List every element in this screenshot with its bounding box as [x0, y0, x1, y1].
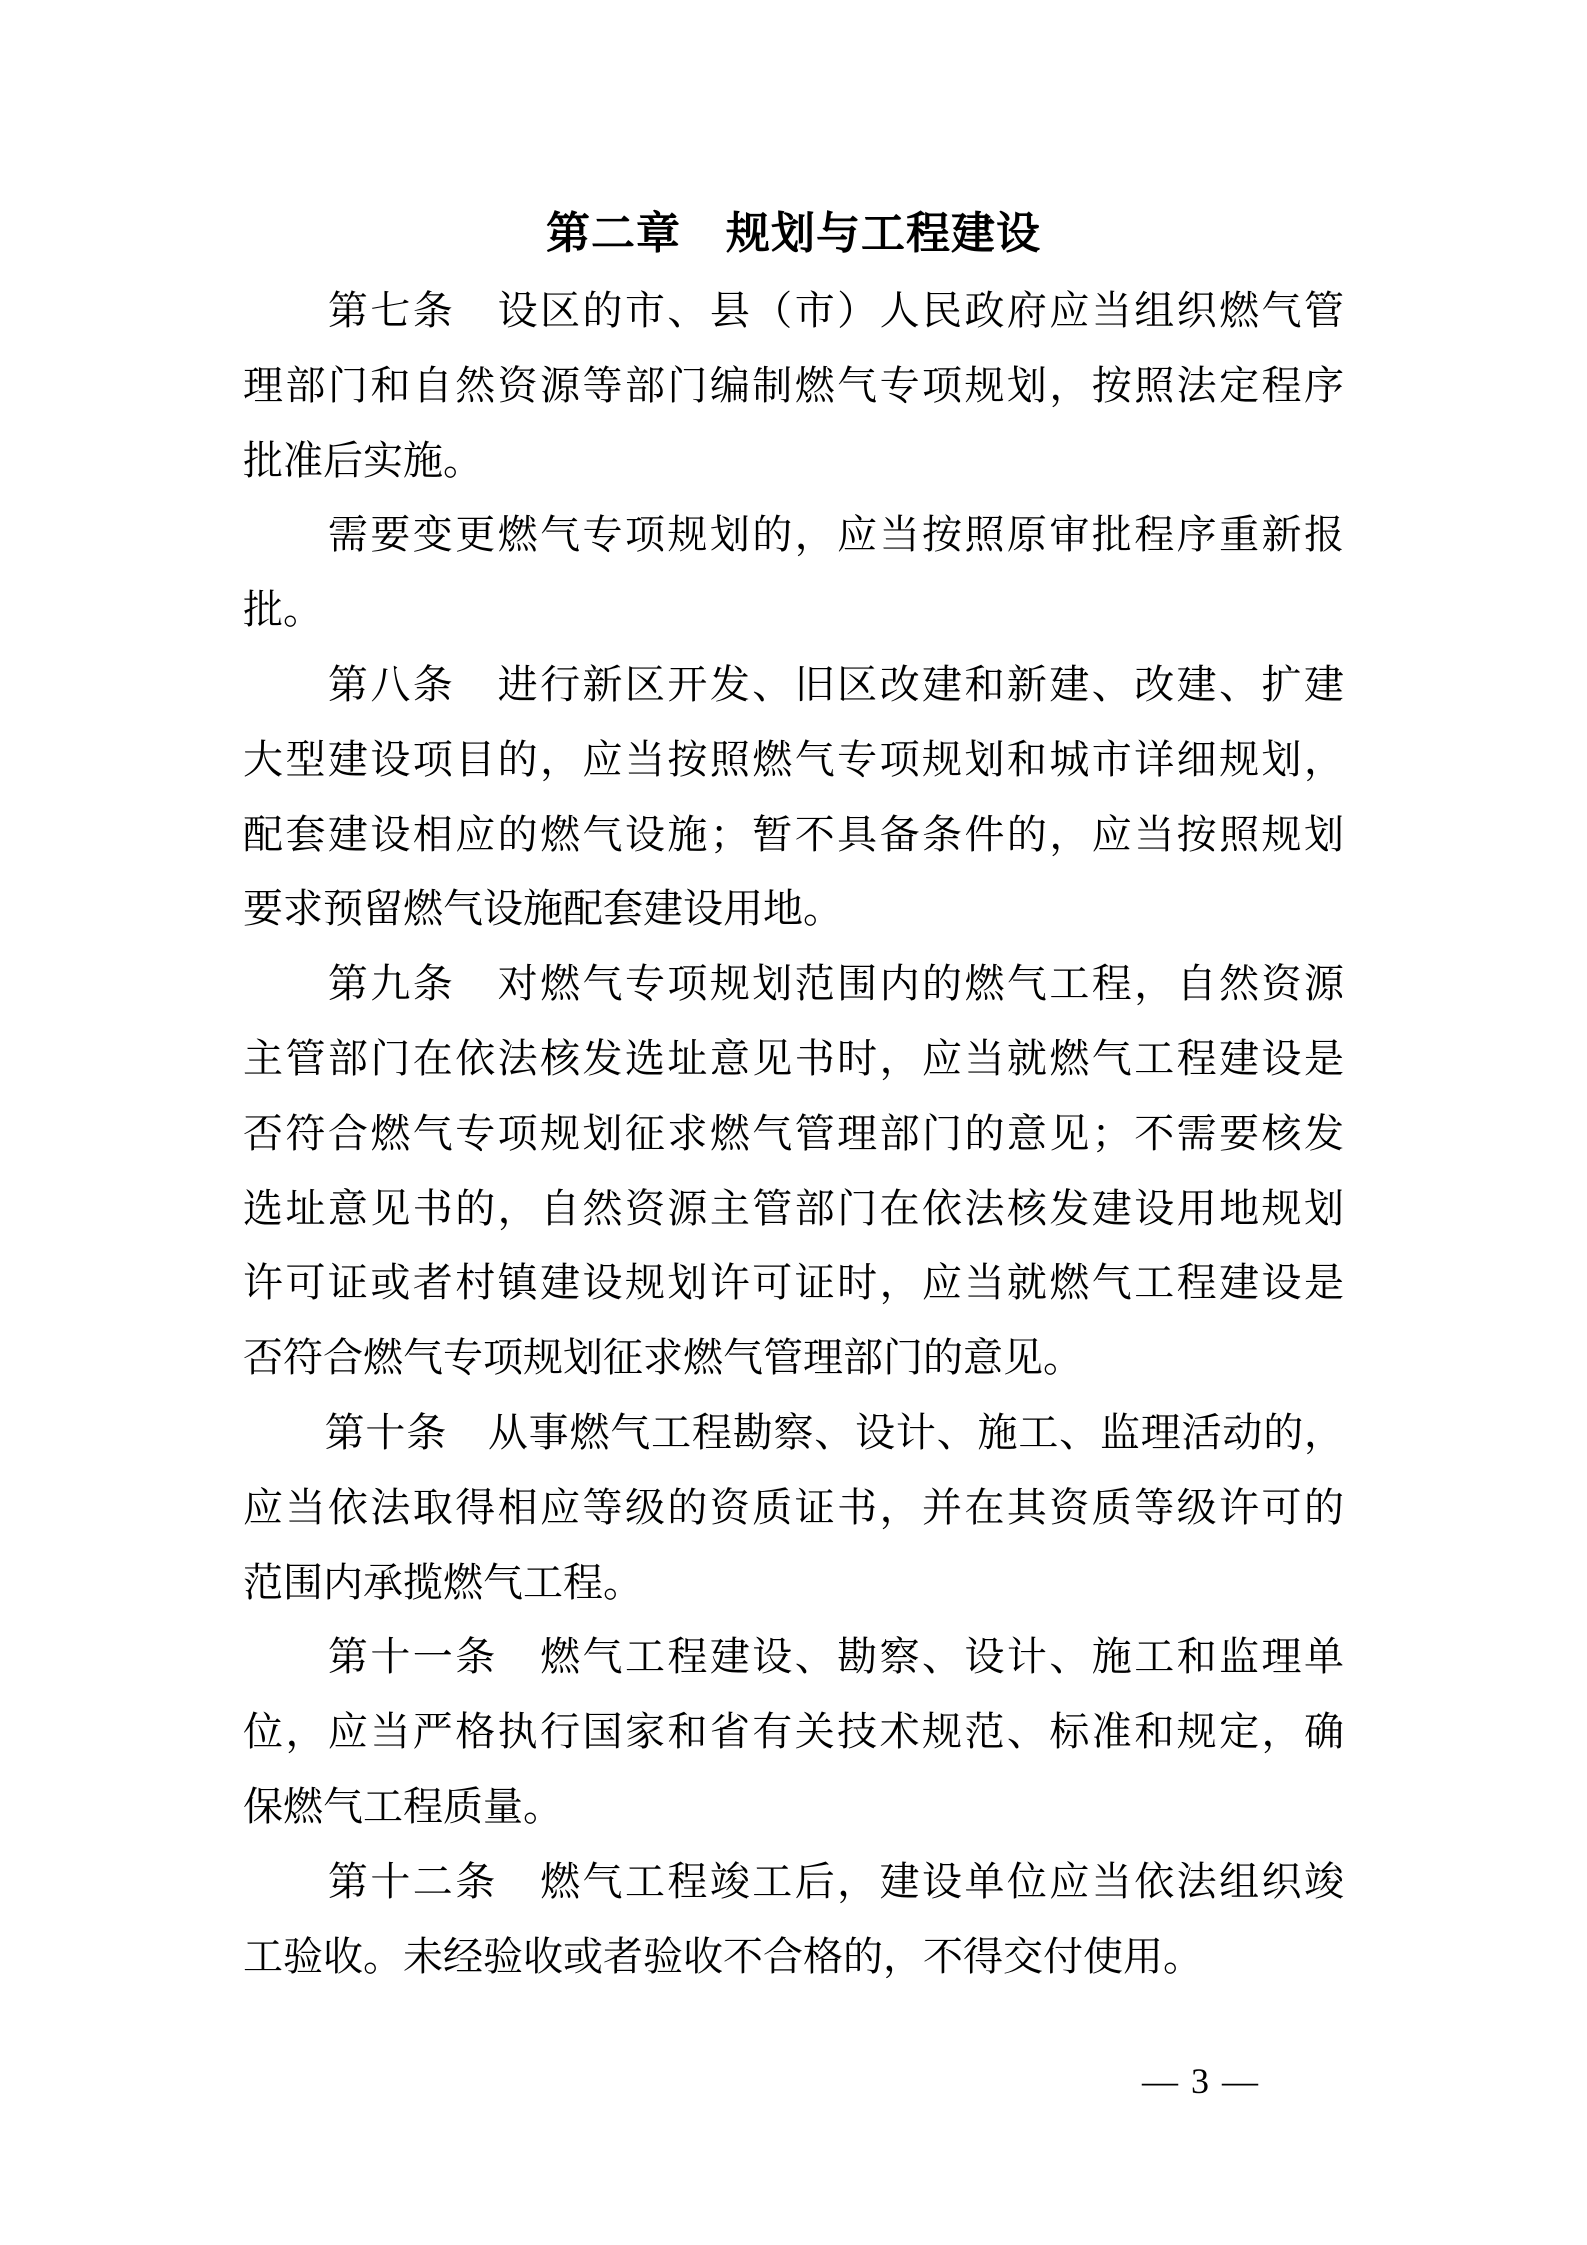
body-line: 选址意见书的，自然资源主管部门在依法核发建设用地规划 — [243, 1185, 1344, 1231]
body-line: 应当依法取得相应等级的资质证书，并在其资质等级许可的 — [243, 1484, 1344, 1530]
body-line: 主管部门在依法核发选址意见书时，应当就燃气工程建设是 — [243, 1035, 1344, 1081]
body-line: 否符合燃气专项规划征求燃气管理部门的意见。 — [243, 1335, 1083, 1381]
body-line: 批准后实施。 — [243, 437, 483, 483]
body-line: 要求预留燃气设施配套建设用地。 — [243, 886, 843, 932]
body-line: 第八条 进行新区开发、旧区改建和新建、改建、扩建 — [243, 661, 1344, 707]
body-text — [243, 274, 1344, 1994]
body-line: 需要变更燃气专项规划的，应当按照原审批程序重新报 — [243, 512, 1344, 558]
body-line: 第七条 设区的市、县（市）人民政府应当组织燃气管 — [243, 288, 1344, 333]
body-line: 第十一条 燃气工程建设、勘察、设计、施工和监理单 — [243, 1634, 1344, 1680]
body-line: 批。 — [243, 587, 323, 633]
body-line: 位，应当严格执行国家和省有关技术规范、标准和规定，确 — [243, 1709, 1344, 1755]
body-line: 第十条 从事燃气工程勘察、设计、施工、监理活动的， — [243, 1409, 1344, 1455]
body-line: 理部门和自然资源等部门编制燃气专项规划，按照法定程序 — [243, 362, 1344, 408]
body-line: 大型建设项目的，应当按照燃气专项规划和城市详细规划， — [243, 736, 1344, 782]
body-line: 范围内承揽燃气工程。 — [243, 1559, 643, 1605]
body-line: 许可证或者村镇建设规划许可证时，应当就燃气工程建设是 — [243, 1260, 1344, 1306]
body-line: 否符合燃气专项规划征求燃气管理部门的意见；不需要核发 — [243, 1110, 1344, 1156]
body-line: 第九条 对燃气专项规划范围内的燃气工程，自然资源 — [243, 961, 1344, 1007]
chapter-title: 第二章 规划与工程建设 — [546, 209, 1041, 258]
page-number: — 3 — — [1142, 2061, 1260, 2102]
body-line: 配套建设相应的燃气设施；暂不具备条件的，应当按照规划 — [243, 811, 1344, 857]
body-line: 第十二条 燃气工程竣工后，建设单位应当依法组织竣 — [243, 1858, 1344, 1904]
body-line: 工验收。未经验收或者验收不合格的，不得交付使用。 — [243, 1933, 1203, 1979]
body-line: 保燃气工程质量。 — [243, 1783, 563, 1829]
